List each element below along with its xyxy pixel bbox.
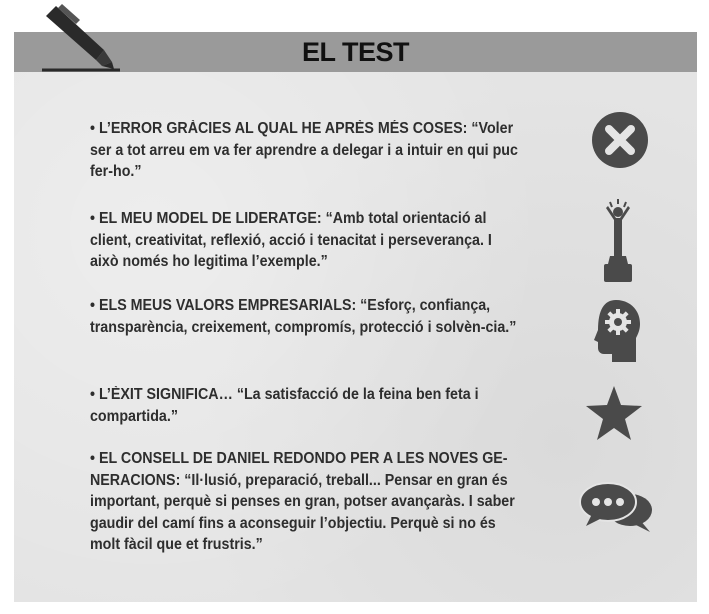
item-bullet: •	[90, 386, 96, 403]
item-bullet: •	[90, 210, 96, 227]
close-circle-icon	[590, 110, 650, 170]
list-item-advice	[90, 448, 522, 556]
item-bullet: •	[90, 297, 96, 314]
trophy-icon	[598, 198, 638, 286]
item-quote: “Esforç, confiança, transparència, creixement, compromís, protecció i solvèn-cia.”	[90, 297, 517, 336]
item-bullet: •	[90, 120, 96, 137]
item-heading: EL CONSELL DE DANIEL REDONDO PER A LES NOVES GE-NERACIONS:	[90, 450, 508, 489]
item-heading: L’ERROR GRÀCIES AL QUAL HE APRÈS MÉS COSES:	[98, 120, 468, 137]
item-bullet: •	[90, 450, 96, 467]
chat-bubbles-icon	[578, 480, 656, 536]
list-item-values	[90, 295, 522, 338]
item-heading: EL MEU MODEL DE LIDERATGE:	[98, 210, 322, 227]
item-heading: ELS MEUS VALORS EMPRESARIALS:	[98, 297, 357, 314]
item-heading: L’ÈXIT SIGNIFICA…	[98, 386, 233, 403]
item-quote: “La satisfacció de la feina ben feta i compartida.”	[90, 386, 479, 425]
page-title: EL TEST	[301, 36, 410, 67]
item-quote: “Il·lusió, preparació, treball... Pensar en gran és important, perquè si penses en gran, potser avançaràs. I saber gaudir del camí fins a aconseguir l’objectiu. Perquè si no és molt fàcil que et frustris.”	[90, 471, 515, 553]
list-item-success	[90, 384, 522, 427]
item-quote: “Amb total orientació al client, creativitat, reflexió, acció i tenacitat i perseverança. I això només ho legitima l’exemple.”	[90, 210, 492, 270]
item-quote: “Voler ser a tot arreu em va fer aprendre a delegar i a intuir en qui puc fer-ho.”	[90, 120, 518, 180]
list-item-leadership	[90, 208, 522, 273]
list-item-error	[90, 118, 522, 183]
head-gear-icon	[590, 296, 646, 366]
star-icon	[584, 384, 644, 442]
